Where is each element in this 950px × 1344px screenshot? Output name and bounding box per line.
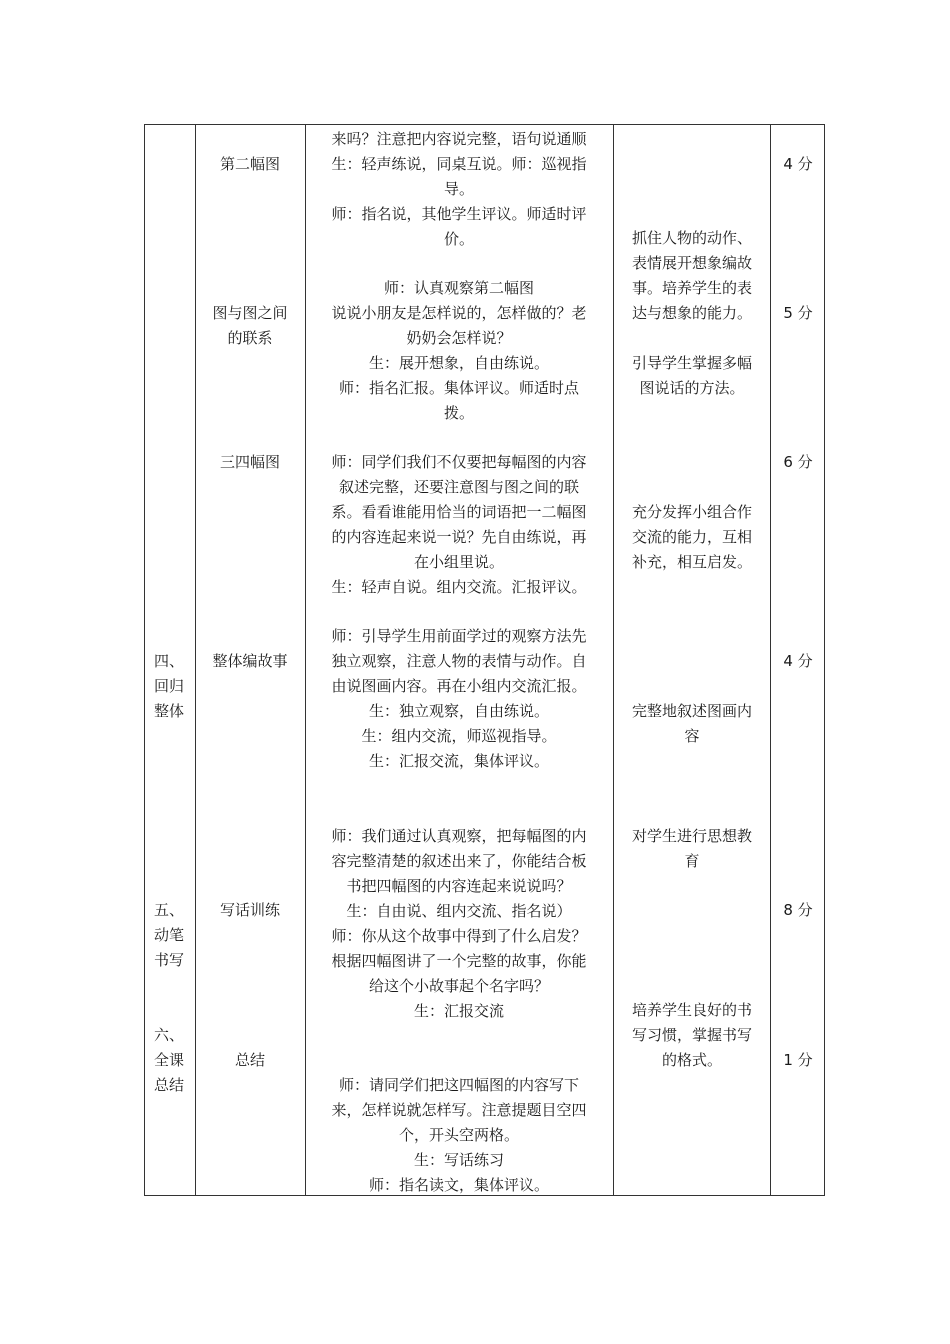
activity-block-6: 师：请同学们把这四幅图的内容写下 来，怎样说就怎样写。注意提题目空四 个，开头空两格。 生：写话练习 师：指名读文，集体评议。 [331,1076,587,1194]
activity-block-5: 师：我们通过认真观察，把每幅图的内 容完整清楚的叙述出来了，你能结合板 书把四幅图的内容连起来说说吗？ 生：自由说、组内交流、指名说） 师：你从这个故事中得到了什么启发？ 根据四幅图讲了一个完整的故事，你能 给这个小故事起个名字吗？ 生：汇报交流 [331,827,587,1020]
intent-block-5: 对学生进行思想教 育 [631,827,752,870]
time-6: 1 分 [783,1051,813,1069]
intent-block-2: 引导学生掌握多幅 图说话的方法。 [631,354,752,397]
intent-block-3: 充分发挥小组合作 交流的能力，互相 补充，相互启发。 [631,503,752,571]
time-1: 4 分 [783,155,813,173]
intent-block-4: 完整地叙述图画内 容 [631,702,752,745]
stage-5: 五、 动笔 书写 [153,901,184,969]
intent-block-6: 培养学生良好的书 写习惯，掌握书写 的格式。 [631,1001,752,1069]
step-second-picture: 第二幅图 [219,155,280,173]
step-whole-story: 整体编故事 [212,652,288,670]
step-picture-links: 图与图之间 的联系 [212,304,288,347]
step-summary: 总结 [234,1051,265,1069]
step-third-fourth: 三四幅图 [219,453,280,471]
time-2: 5 分 [783,304,813,322]
column-divider [613,124,614,1196]
activity-block-2: 师：认真观察第二幅图 说说小朋友是怎样说的，怎样做的？老 奶奶会怎样说？ 生：展开想象，自由练说。 师：指名汇报。集体评议。师适时点 拨。 [331,279,587,422]
step-writing-practice: 写话训练 [219,901,280,919]
time-3: 6 分 [783,453,813,471]
time-5: 8 分 [783,901,813,919]
time-4: 4 分 [783,652,813,670]
activity-block-4: 师：引导学生用前面学过的观察方法先 独立观察，注意人物的表情与动作。自 由说图画内容。再在小组内交流汇报。 生：独立观察，自由练说。 生：组内交流，师巡视指导。 生：汇报交流，集体评议。 [331,627,587,770]
intent-block-1: 抓住人物的动作、 表情展开想象编故 事。培养学生的表 达与想象的能力。 [631,229,752,322]
activity-block-3: 师：同学们我们不仅要把每幅图的内容 叙述完整，还要注意图与图之间的联 系。看看谁能用恰当的词语把一二幅图 的内容连起来说一说？先自由练说，再 在小组里说。 生：轻声自说。组内交流。汇报评议。 [331,453,587,596]
column-divider [770,124,771,1196]
stage-4: 四、 回归 整体 [153,652,184,720]
stage-6: 六、 全课 总结 [153,1026,184,1094]
column-divider [305,124,306,1196]
activity-block-1: 来吗？注意把内容说完整，语句说通顺 生：轻声练说，同桌互说。师：巡视指 导。 师：指名说，其他学生评议。师适时评 价。 [331,130,587,248]
column-divider [195,124,196,1196]
